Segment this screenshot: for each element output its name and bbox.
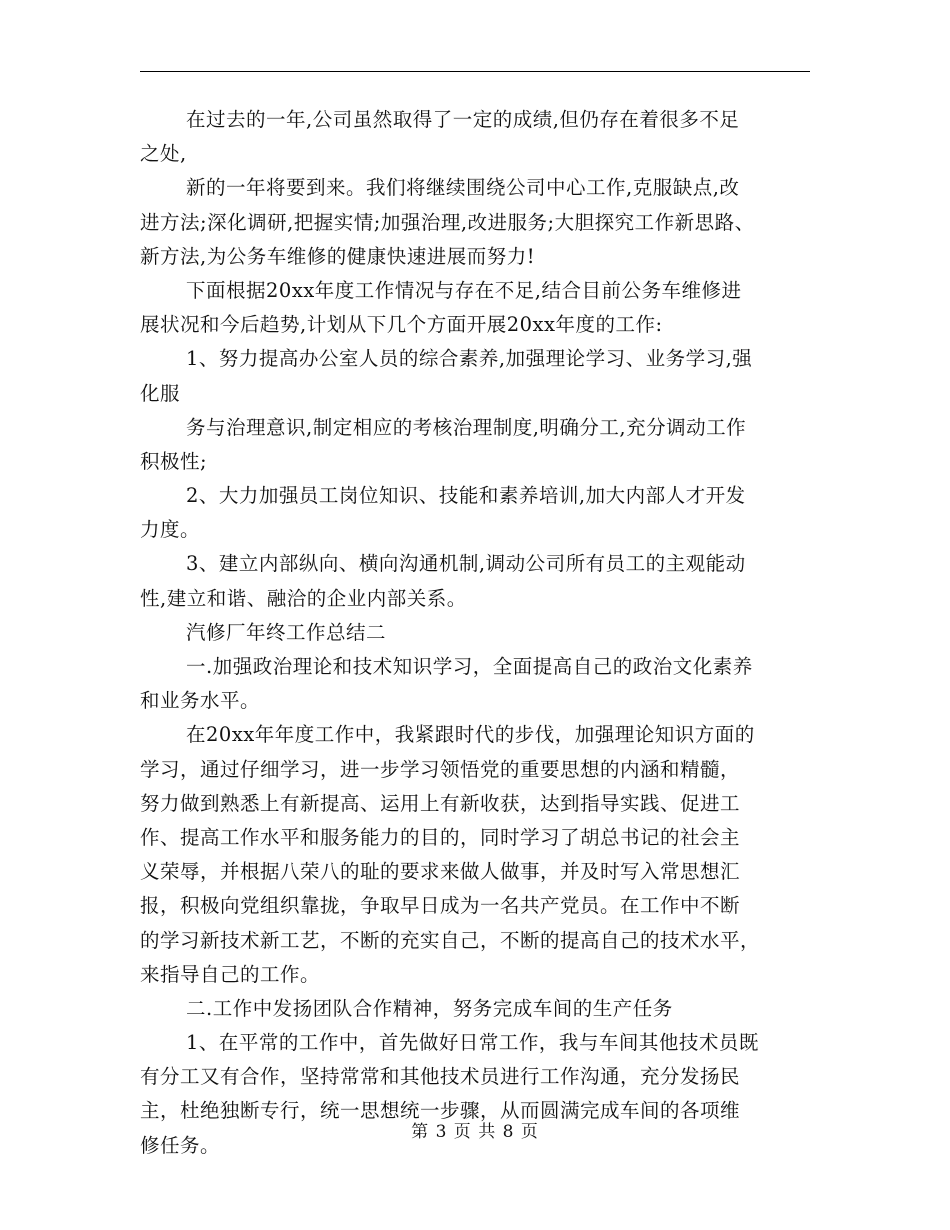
text-line: 一.加强政治理论和技术知识学习，全面提高自己的政治文化素养 xyxy=(186,655,753,678)
text-line: 新的一年将要到来。我们将继续围绕公司中心工作,克服缺点,改 xyxy=(186,176,740,200)
text-line: 之处, xyxy=(140,142,187,166)
text-line: 汽修厂年终工作总结二 xyxy=(186,620,387,644)
text-line: 化服 xyxy=(140,381,181,405)
text-line: 和业务水平。 xyxy=(140,689,261,713)
text-line: 务与治理意识,制定相应的考核治理制度,明确分工,充分调动工作 xyxy=(186,415,747,439)
text-line: 展状况和今后趋势,计划从下几个方面开展20xx年度的工作: xyxy=(140,313,663,337)
text-line: 努力做到熟悉上有新提高、运用上有新收获，达到指导实践、促进工 xyxy=(140,791,741,815)
text-line: 来指导自己的工作。 xyxy=(140,962,321,986)
text-line: 义荣辱，并根据八荣八的耻的要求来做人做事，并及时写入常思想汇 xyxy=(140,860,741,884)
text-line: 3、建立内部纵向、横向沟通机制,调动公司所有员工的主观能动 xyxy=(186,552,746,576)
text-line: 下面根据20xx年度工作情况与存在不足,结合目前公务车维修进 xyxy=(186,278,742,302)
text-line: 有分工又有合作，坚持常常和其他技术员进行工作沟通，充分发扬民 xyxy=(140,1065,741,1089)
text-line: 主，杜绝独断专行，统一思想统一步骤，从而圆满完成车间的各项维 xyxy=(140,1099,741,1123)
text-line: 积极性; xyxy=(140,449,208,473)
header-rule xyxy=(140,71,810,72)
text-line: 学习，通过仔细学习，进一步学习领悟党的重要思想的内涵和精髓， xyxy=(140,757,741,781)
text-line: 二.工作中发扬团队合作精神，努务完成车间的生产任务 xyxy=(186,996,673,1020)
text-line: 的学习新技术新工艺，不断的充实自己，不断的提高自己的技术水平， xyxy=(140,928,761,952)
text-line: 新方法,为公务车维修的健康快速进展而努力! xyxy=(140,244,536,268)
page-number: 第 3 页 共 8 页 xyxy=(411,1122,539,1142)
text-line: 性,建立和谐、融洽的企业内部关系。 xyxy=(140,586,467,610)
text-line: 力度。 xyxy=(140,518,201,542)
text-line: 2、大力加强员工岗位知识、技能和素养培训,加大内部人才开发 xyxy=(186,484,746,508)
text-line: 1、努力提高办公室人员的综合素养,加强理论学习、业务学习,强 xyxy=(186,347,753,371)
text-line: 作、提高工作水平和服务能力的目的，同时学习了胡总书记的社会主 xyxy=(140,825,741,849)
text-line: 修任务。 xyxy=(140,1133,221,1157)
text-line: 在过去的一年,公司虽然取得了一定的成绩,但仍存在着很多不足 xyxy=(186,108,740,131)
text-line: 进方法;深化调研,把握实情;加强治理,改进服务;大胆探究工作新思路、 xyxy=(140,210,755,234)
text-line: 在20xx年年度工作中，我紧跟时代的步伐，加强理论知识方面的 xyxy=(186,723,755,747)
document-body xyxy=(140,103,810,1163)
text-line: 1、在平常的工作中，首先做好日常工作，我与车间其他技术员既 xyxy=(186,1031,759,1055)
text-line: 报，积极向党组织靠拢，争取早日成为一名共产党员。在工作中不断 xyxy=(140,894,741,918)
